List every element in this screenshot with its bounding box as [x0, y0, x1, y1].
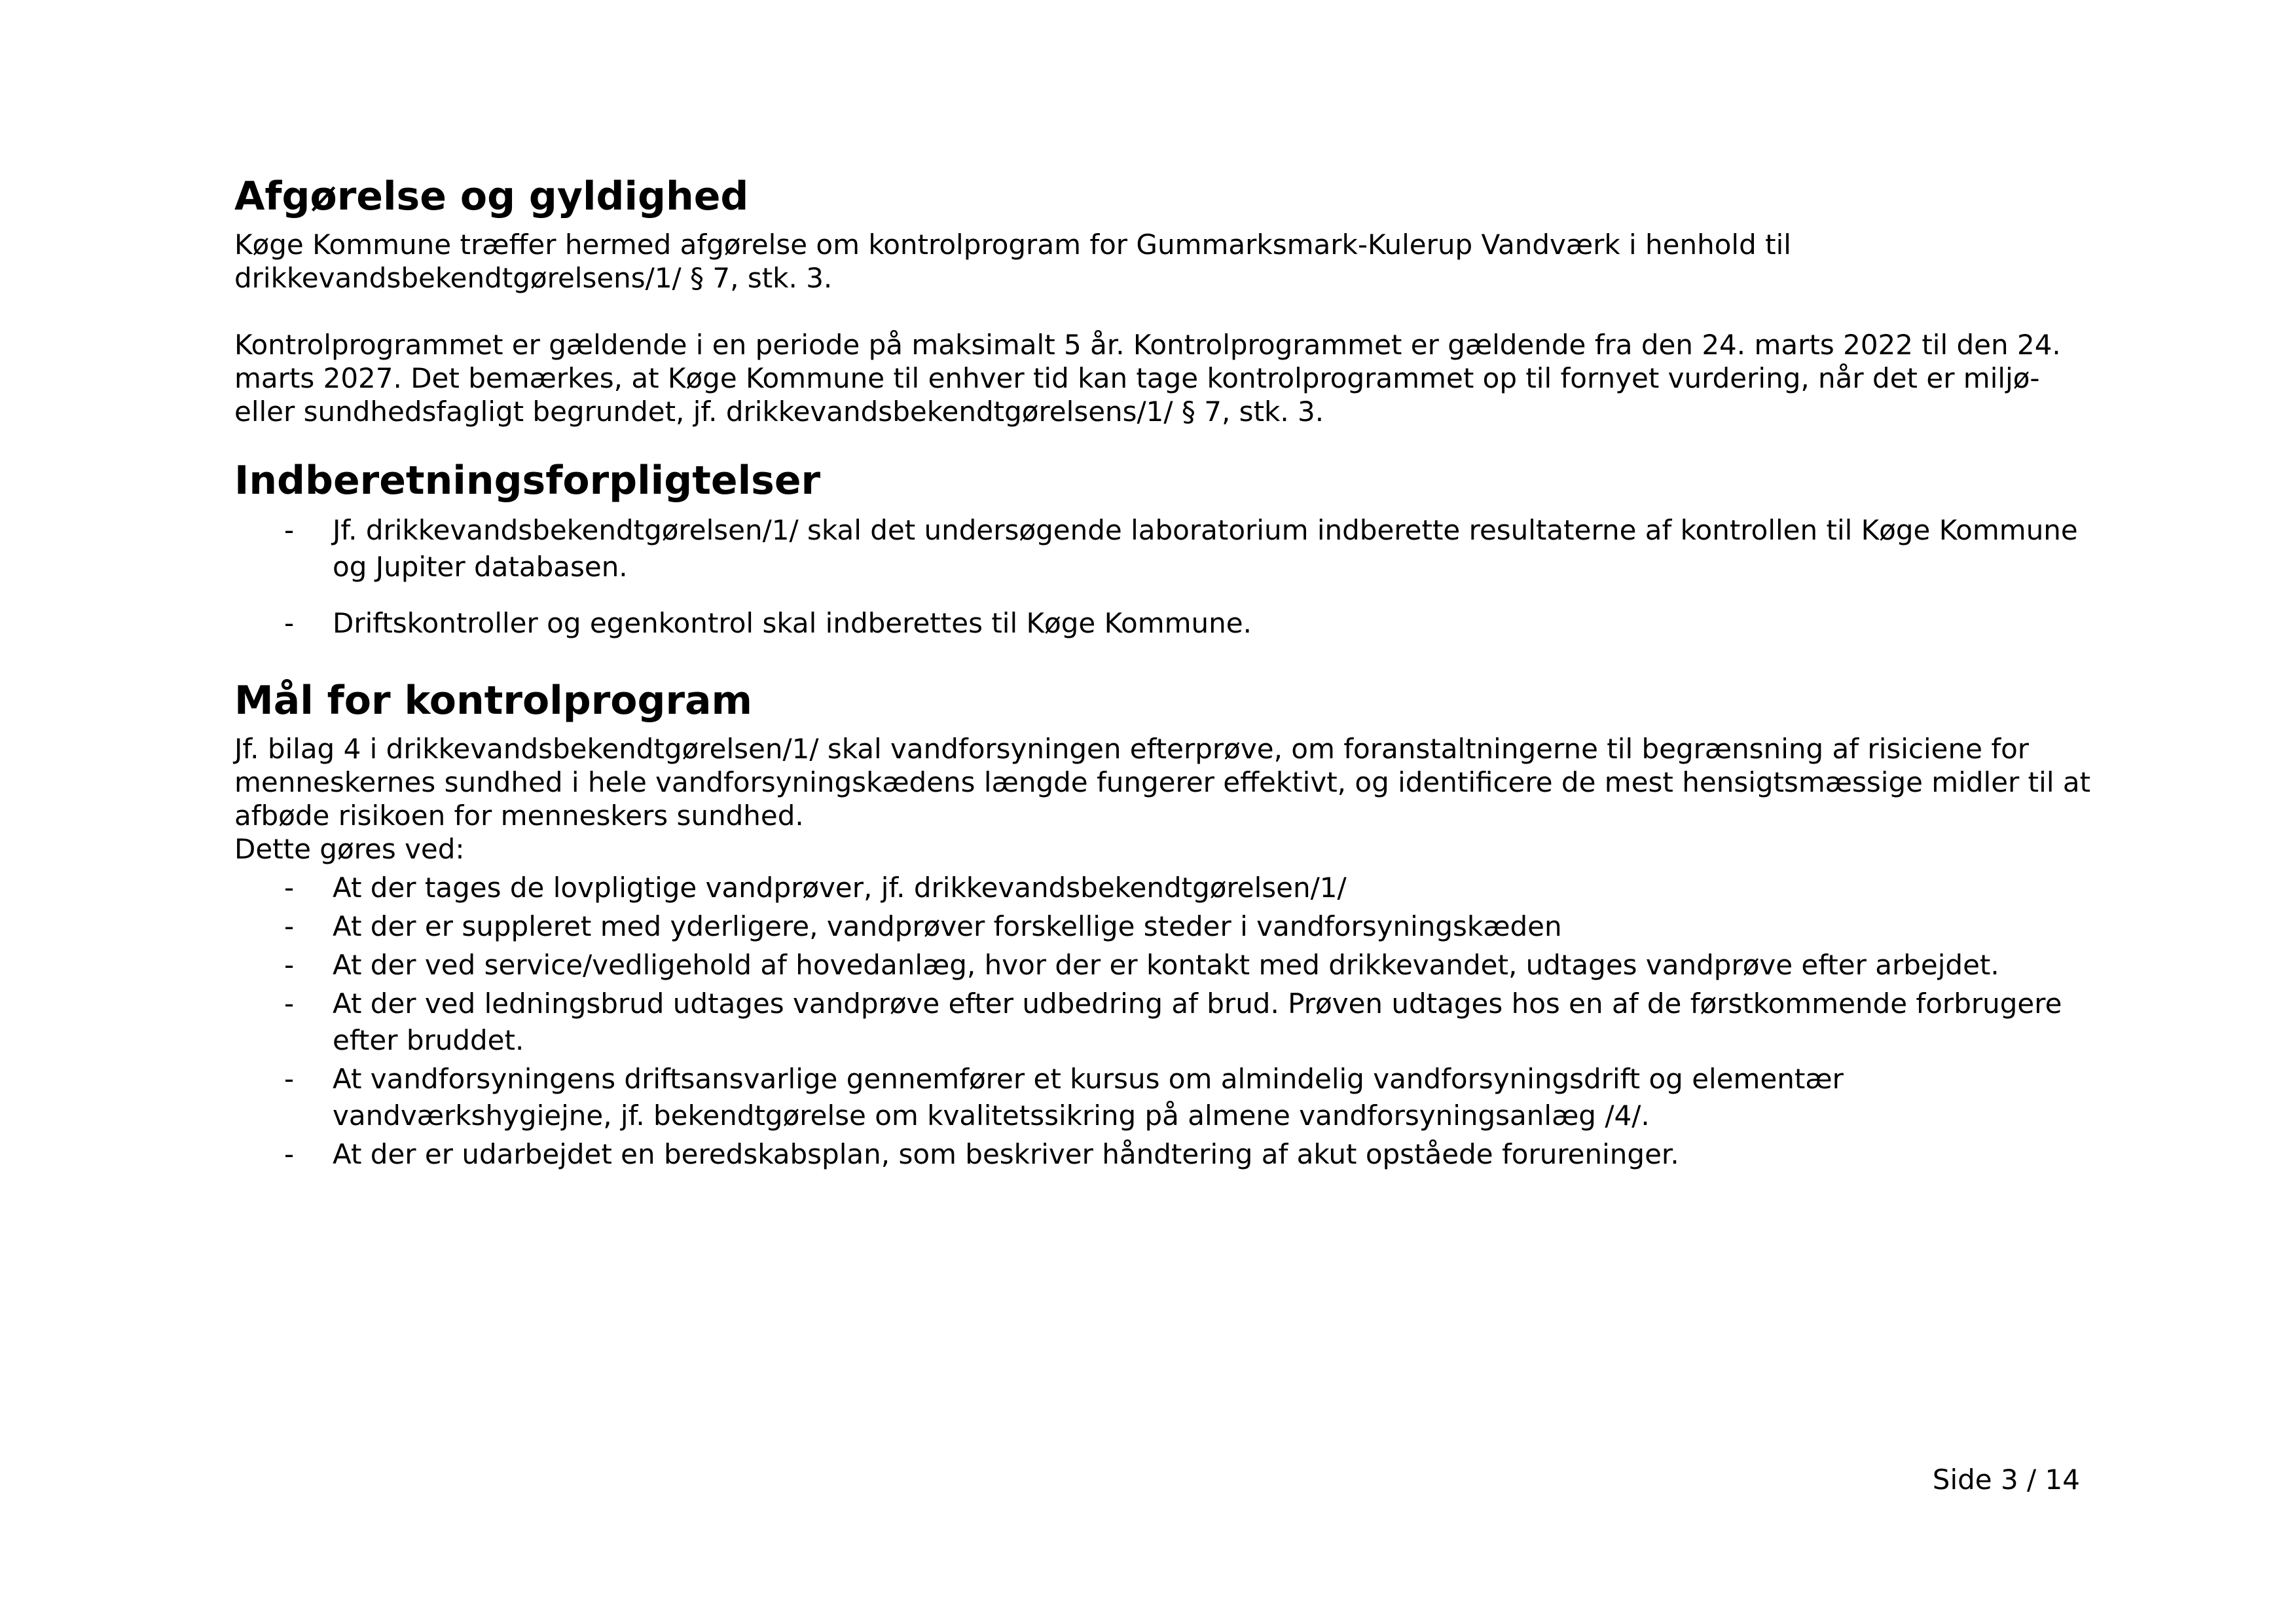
list-item-text: Jf. drikkevandsbekendtgørelsen/1/ skal det undersøgende laboratorium indberette resultaterne af kontrollen til Køge Kommune og Jupiter databasen. [333, 514, 2078, 583]
bullet-dash: - [284, 987, 295, 1020]
list-item-text: Driftskontroller og egenkontrol skal indberettes til Køge Kommune. [333, 607, 1252, 639]
section-paragraph: Kontrolprogrammet er gældende i en periode på maksimalt 5 år. Kontrolprogrammet er gældende fra den 24. marts 2022 til den 24. marts 2027. Det bemærkes, at Køge Kommune til enhver tid kan tage kontrolprogrammet op til fornyet vurdering, når det er miljø- eller sundhedsfagligt begrundet, jf. drikkevandsbekendtgørelsens/1/ § 7, stk. 3. [234, 329, 2061, 428]
list-item-text: At der er suppleret med yderligere, vandprøver forskellige steder i vandforsyningskæden [333, 910, 1562, 942]
list-item [234, 1061, 2094, 1134]
list-item [234, 870, 2094, 906]
list-item-text: At der er udarbejdet en beredskabsplan, som beskriver håndtering af akut opståede forureninger. [333, 1138, 1679, 1170]
bullet-dash: - [284, 872, 295, 904]
list-item-text: At vandforsyningens driftsansvarlige gennemfører et kursus om almindelig vandforsyningsdrift og elementær vandværkshygiejne, jf. bekendtgørelse om kvalitetssikring på almene vandforsyningsanlæg /4/. [333, 1063, 1844, 1132]
bullet-dash: - [284, 910, 295, 942]
section-paragraph: Jf. bilag 4 i drikkevandsbekendtgørelsen/1/ skal vandforsyningen efterprøve, om foranstaltningerne til begrænsning af risiciene for menneskernes sundhed i hele vandforsyningskædens længde fungerer effektivt, og identificere de mest hensigtsmæssige midler til at afbøde risikoen for menneskers sundhed. [234, 733, 2091, 832]
section-paragraph: Dette gøres ved: [234, 833, 465, 865]
section-heading-maal: Mål for kontrolprogram [234, 678, 753, 724]
page-content [234, 169, 2094, 1173]
list-item-text: At der ved ledningsbrud udtages vandprøve efter udbedring af brud. Prøven udtages hos en af de førstkommende forbrugere efter bruddet. [333, 987, 2062, 1056]
bullet-dash: - [284, 514, 295, 546]
bullet-list-maal [234, 870, 2094, 1173]
bullet-dash: - [284, 607, 295, 639]
section-heading-afgorelse: Afgørelse og gyldighed [234, 174, 749, 219]
section-heading-indberetning: Indberetningsforpligtelser [234, 458, 821, 504]
bullet-dash: - [284, 1138, 295, 1170]
list-item [234, 1136, 2094, 1173]
list-item-text: At der ved service/vedligehold af hovedanlæg, hvor der er kontakt med drikkevandet, udtages vandprøve efter arbejdet. [333, 949, 1999, 981]
list-item [234, 986, 2094, 1059]
list-item [234, 908, 2094, 945]
list-item [234, 605, 2094, 642]
bullet-list-indberetning [234, 512, 2094, 642]
page-number: Side 3 / 14 [1932, 1464, 2080, 1496]
list-item [234, 947, 2094, 984]
bullet-dash: - [284, 949, 295, 981]
list-item [234, 512, 2094, 585]
bullet-dash: - [284, 1063, 295, 1095]
list-item-text: At der tages de lovpligtige vandprøver, jf. drikkevandsbekendtgørelsen/1/ [333, 872, 1347, 904]
section-paragraph: Køge Kommune træffer hermed afgørelse om kontrolprogram for Gummarksmark-Kulerup Vandværk i henhold til drikkevandsbekendtgørelsens/1/ § 7, stk. 3. [234, 229, 1791, 294]
